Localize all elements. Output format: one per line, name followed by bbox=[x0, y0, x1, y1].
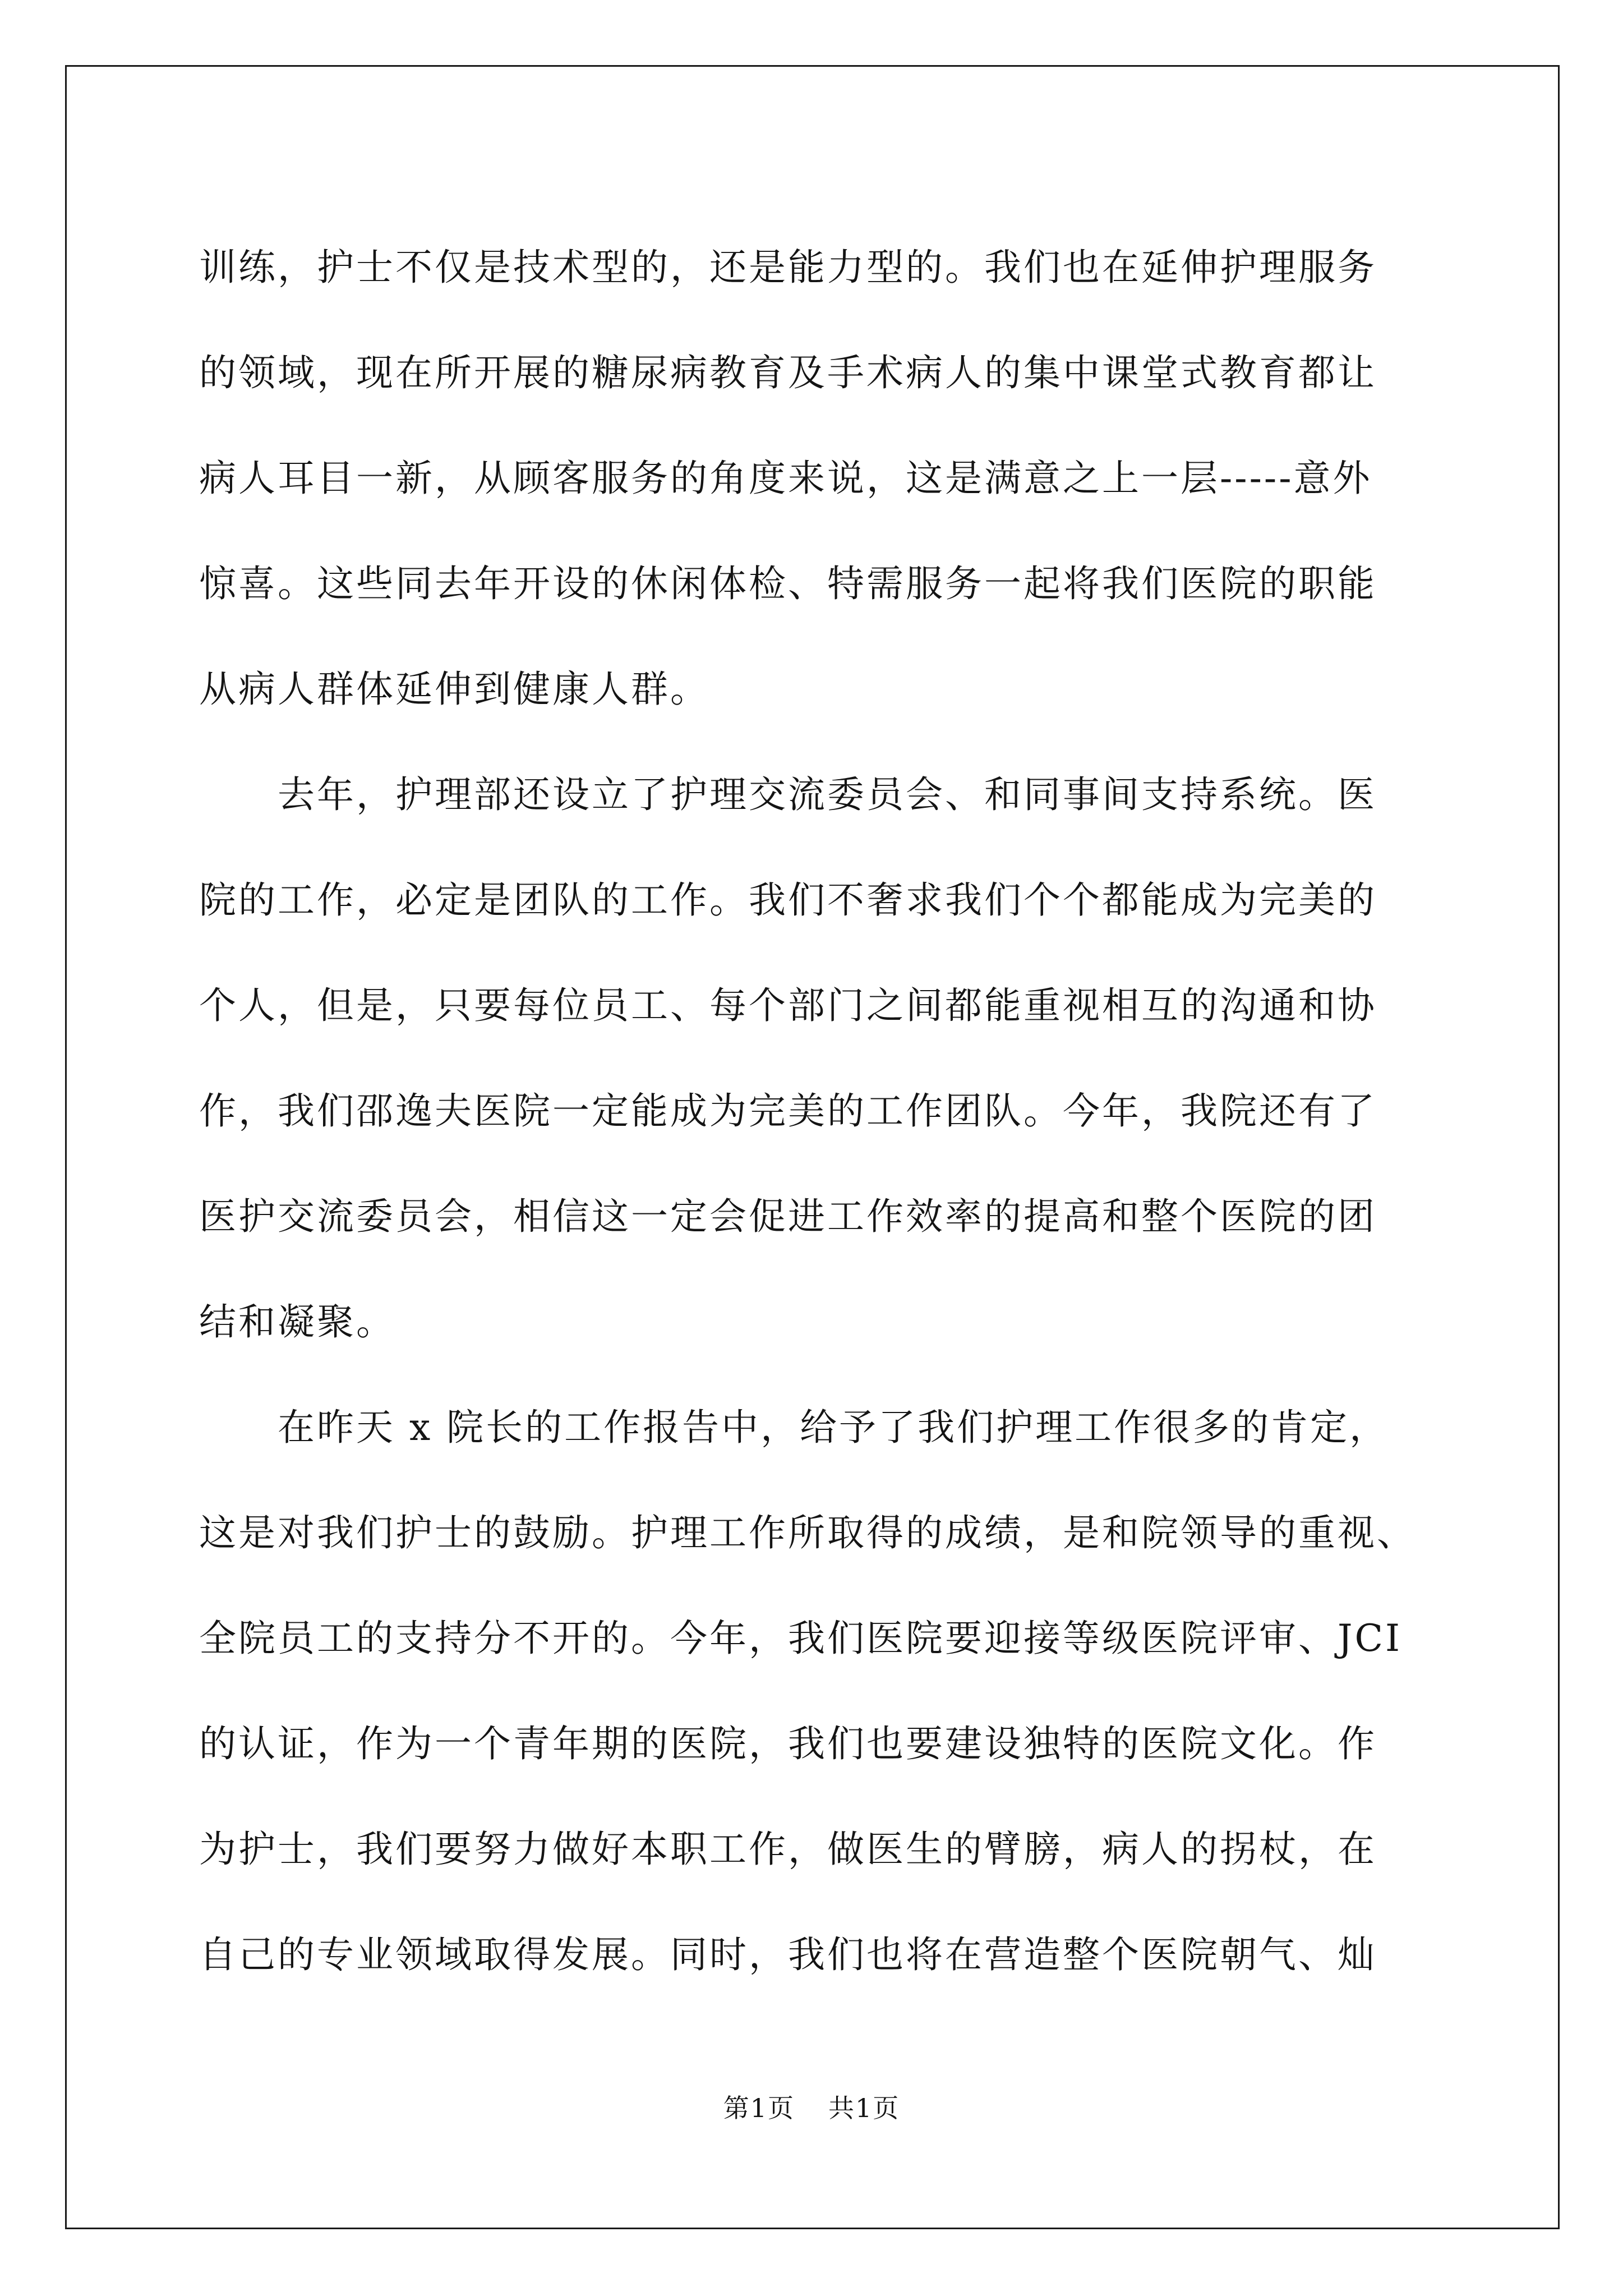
text-line: 的认证，作为一个青年期的医院，我们也要建设独特的医院文化。作 bbox=[199, 1722, 1377, 1765]
page-total: 共1页 bbox=[828, 2093, 900, 2123]
text-line: 训练，护士不仅是技术型的，还是能力型的。我们也在延伸护理服务 bbox=[199, 246, 1377, 289]
page-number: 第1页 bbox=[723, 2093, 795, 2123]
text-line: 这是对我们护士的鼓励。护理工作所取得的成绩，是和院领导的重视、 bbox=[199, 1511, 1416, 1554]
text-line: 作，我们邵逸夫医院一定能成为完美的工作团队。今年，我院还有了 bbox=[199, 1089, 1377, 1133]
text-line: 个人，但是，只要每位员工、每个部门之间都能重视相互的沟通和协 bbox=[199, 984, 1377, 1027]
document-body bbox=[199, 215, 1467, 2008]
text-line: 病人耳目一新，从顾客服务的角度来说，这是满意之上一层-----意外 bbox=[199, 457, 1372, 500]
text-line: 的领域，现在所开展的糖尿病教育及手术病人的集中课堂式教育都让 bbox=[199, 351, 1377, 394]
paragraph-first-line: 去年，护理部还设立了护理交流委员会、和同事间支持系统。医 bbox=[278, 773, 1377, 816]
page-footer bbox=[0, 2091, 1623, 2125]
text-line: 医护交流委员会，相信这一定会促进工作效率的提高和整个医院的团 bbox=[199, 1195, 1377, 1238]
text-line: 为护士，我们要努力做好本职工作，做医生的臂膀，病人的拐杖，在 bbox=[199, 1828, 1377, 1871]
text-line: 全院员工的支持分不开的。今年，我们医院要迎接等级医院评审、JCI bbox=[199, 1617, 1403, 1660]
text-line: 从病人群体延伸到健康人群。 bbox=[199, 668, 709, 711]
text-line: 惊喜。这些同去年开设的休闲体检、特需服务一起将我们医院的职能 bbox=[199, 562, 1377, 605]
paragraph-first-line: 在昨天 x 院长的工作报告中，给予了我们护理工作很多的肯定， bbox=[278, 1406, 1389, 1449]
text-line: 自己的专业领域取得发展。同时，我们也将在营造整个医院朝气、灿 bbox=[199, 1933, 1377, 1976]
text-line: 院的工作，必定是团队的工作。我们不奢求我们个个都能成为完美的 bbox=[199, 878, 1377, 922]
text-line: 结和凝聚。 bbox=[199, 1300, 395, 1343]
